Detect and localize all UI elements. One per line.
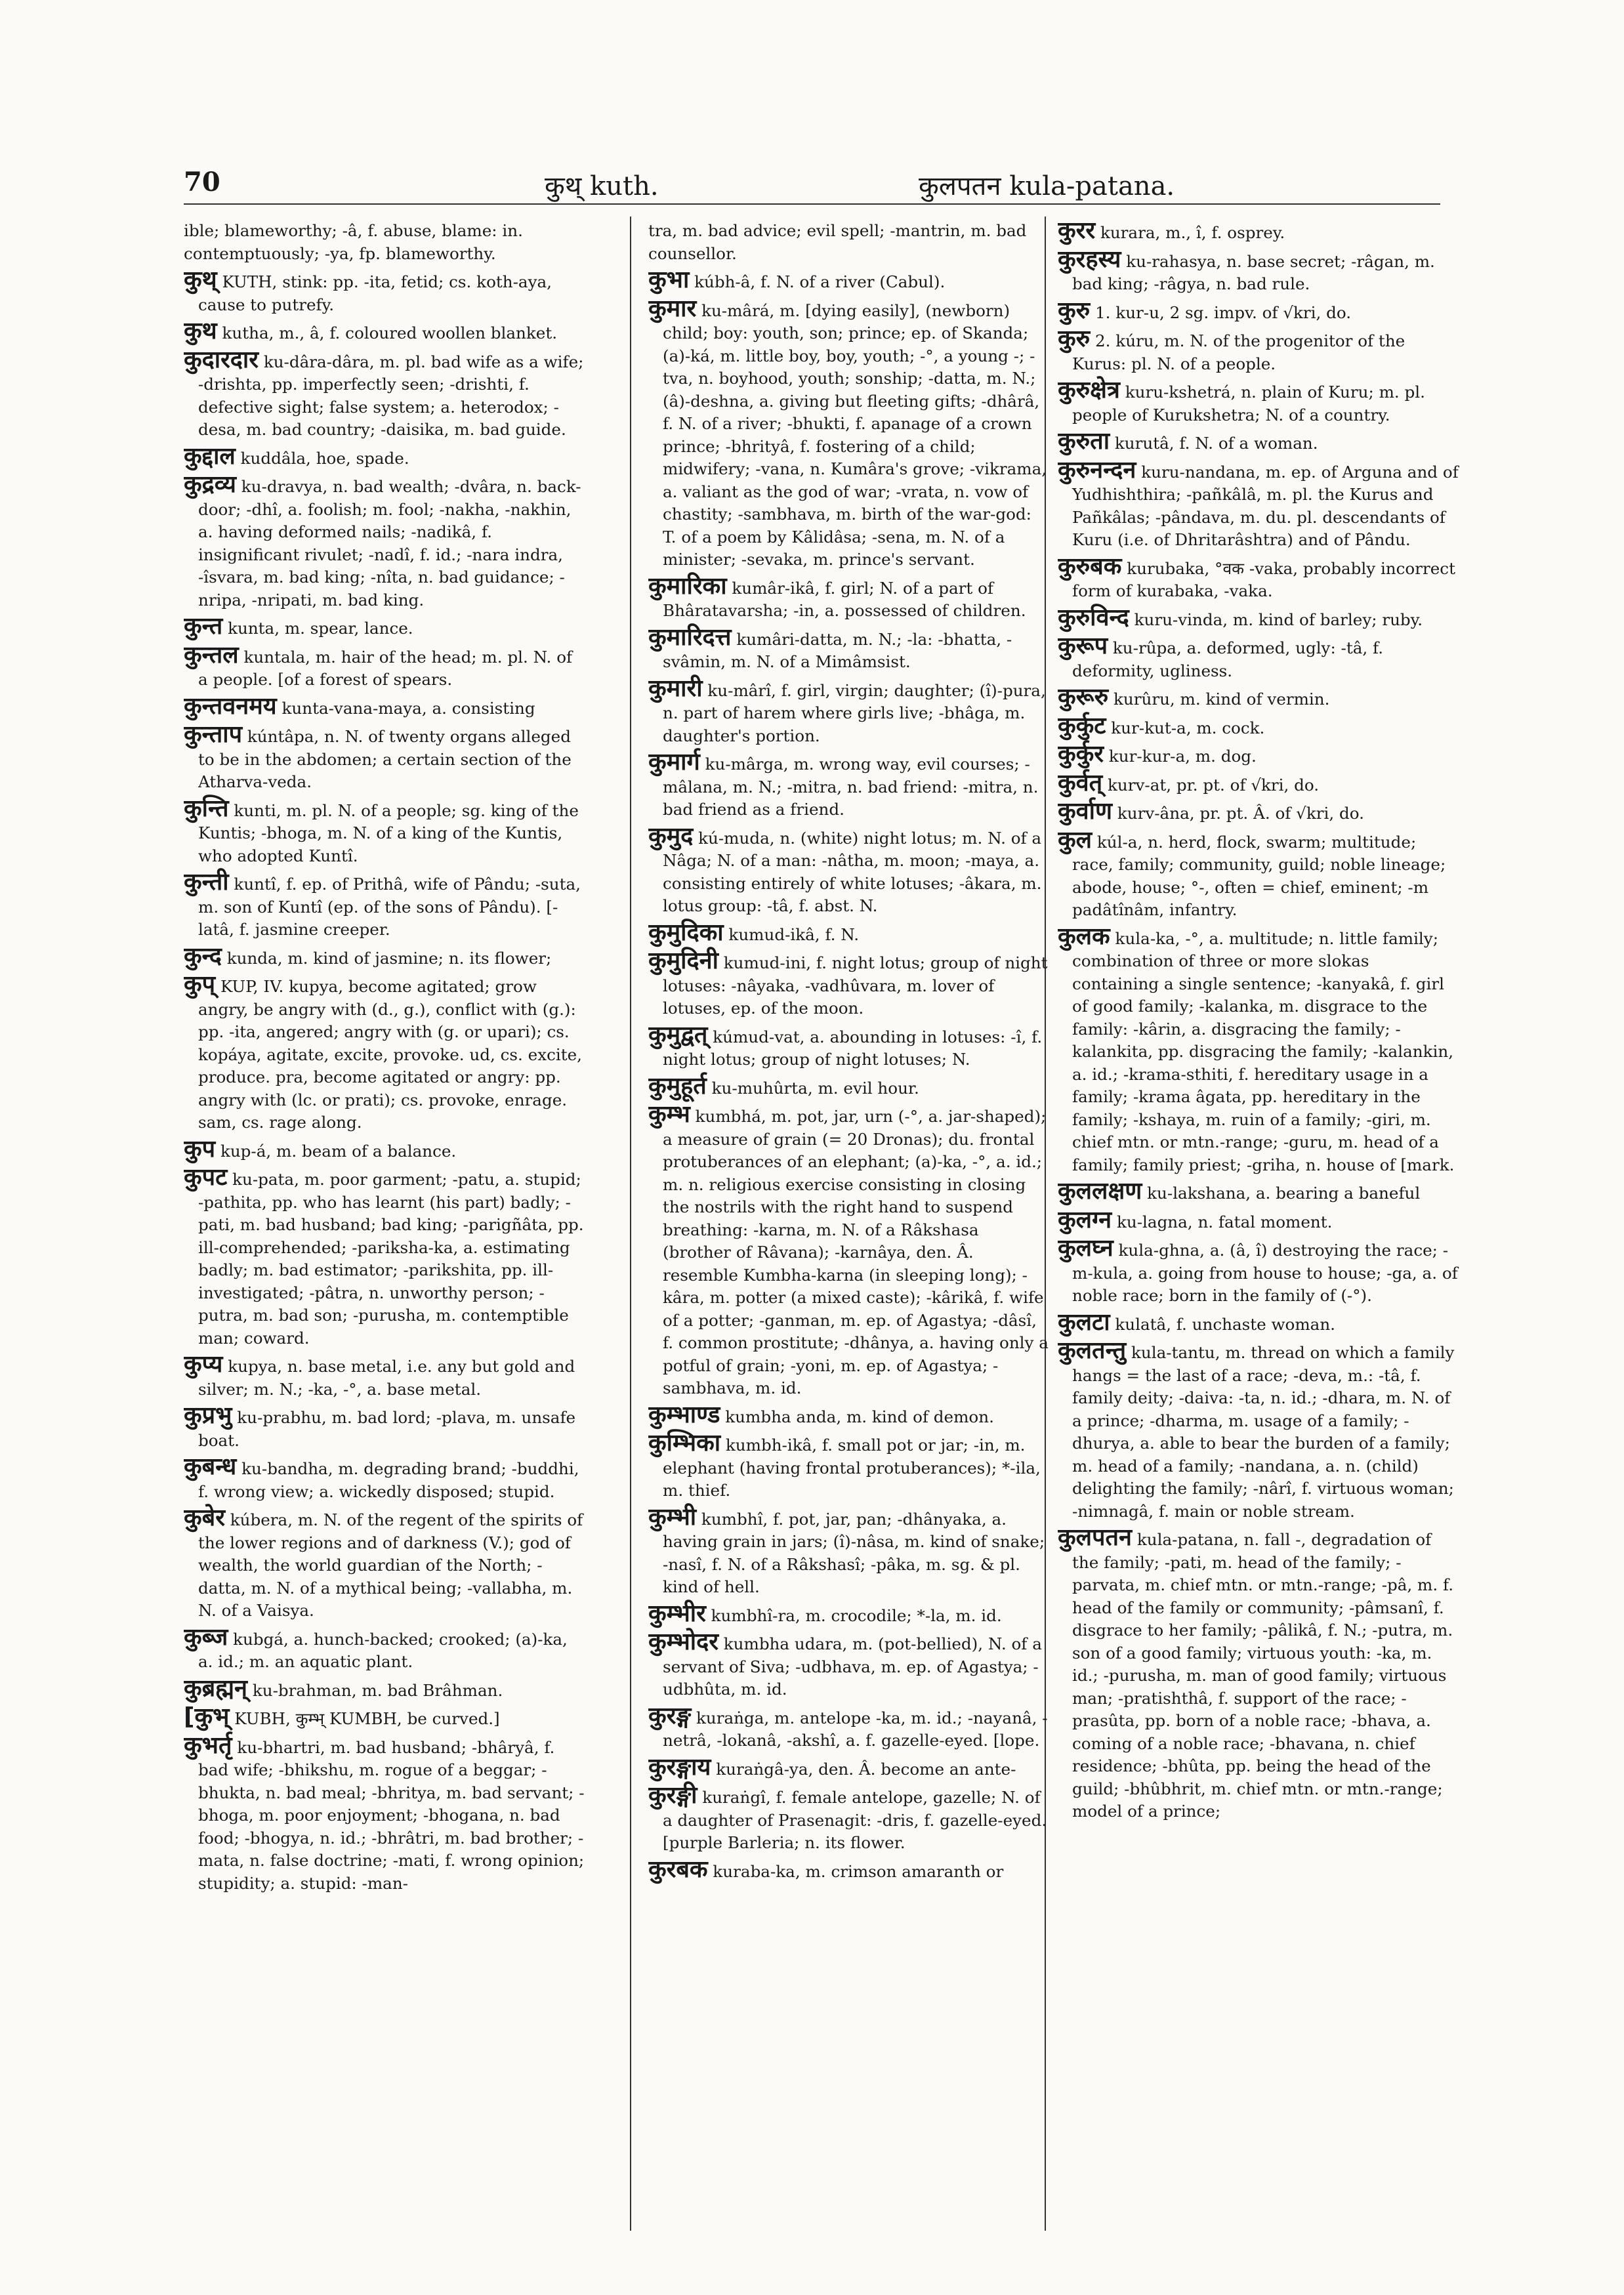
column-3 — [1058, 220, 1459, 2227]
devanagari-headword: कुन्त — [184, 613, 223, 640]
dictionary-entry — [648, 1702, 1050, 1752]
entry-definition: kuraba-ka, m. crimson amaranth or — [713, 1861, 1004, 1881]
dictionary-entry — [1058, 800, 1459, 825]
entry-definition: kumbhî-ra, m. crocodile; *-la, m. id. — [711, 1605, 1002, 1625]
devanagari-headword: कुरूरु — [1058, 684, 1109, 711]
entry-definition: kunta-vana-maya, a. consisting — [281, 698, 535, 718]
devanagari-headword: कुलघ्न — [1058, 1235, 1114, 1262]
entry-definition: kunta, m. spear, lance. — [228, 619, 413, 638]
devanagari-headword: कुम्भ — [648, 1101, 690, 1128]
devanagari-headword: कुन्ति — [184, 795, 229, 822]
dictionary-entry — [1058, 1524, 1459, 1823]
devanagari-headword: कुलटा — [1058, 1308, 1110, 1336]
devanagari-headword: कुमुद — [648, 822, 694, 850]
devanagari-headword: कुदारदार — [184, 346, 259, 373]
dictionary-entry — [1058, 1180, 1459, 1205]
devanagari-headword: कुप्य — [184, 1351, 223, 1378]
dictionary-entry — [184, 1674, 585, 1703]
devanagari-headword: कुथ — [184, 318, 217, 344]
dictionary-entry — [184, 1402, 585, 1452]
entry-definition: ku-prabhu, m. bad lord; -plava, m. unsafe boat. — [198, 1408, 576, 1450]
devanagari-headword: कुरु — [1058, 325, 1091, 352]
devanagari-headword: कुम्भाण्ड — [648, 1401, 720, 1428]
entry-definition: ku-mârá, m. [dying easily], (newborn) child; boy: youth, son; prince; ep. of Skanda; (a)-ká, m. little boy, boy, youth; -°, a young -; -tva, n. boyhood, youth; sonship; -datta, m. N.; (â)-deshna, a. giving but fleeting gifts; -dhârâ, f. N. of a river; -bhukti, f. apanage of a crown prince; -bhrityâ, f. fostering of a child; midwifery; -vana, n. Kumâra's grove; -vikrama, a. valiant as the god of war; -vrata, n. vow of chastity; -sambhava, m. birth of the war-god: T. of a poem by Kâlidâsa; -sena, m. N. of a minister; -sevaka, m. prince's servant. — [663, 300, 1047, 569]
devanagari-headword: कुन्ताप — [184, 721, 243, 748]
continued-entry-text: ible; blameworthy; -â, f. abuse, blame: in. contemptuously; -ya, fp. blameworthy. — [184, 221, 523, 263]
devanagari-headword: कुर्कुर — [1058, 741, 1104, 768]
dictionary-entry — [1058, 712, 1459, 740]
dictionary-entry — [1058, 245, 1459, 296]
devanagari-headword: कुमुहूर्त — [648, 1072, 707, 1100]
entry-definition: kuraṅga, m. antelope -ka, m. id.; -nayanâ, -netrâ, -lokanâ, -akshî, a. f. gazelle-eyed. [lope. — [663, 1708, 1048, 1750]
entry-definition: 2. kúru, m. N. of the progenitor of the Kurus: pl. N. of a people. — [1072, 331, 1405, 373]
dictionary-entry — [184, 1731, 585, 1895]
dictionary-entry — [184, 1351, 585, 1401]
entry-definition: kup-á, m. beam of a balance. — [220, 1141, 457, 1161]
devanagari-headword: कुरूप — [1058, 632, 1108, 659]
entry-definition: ku-mârî, f. girl, virgin; daughter; (î)-pura, n. part of harem where girls live; -bhâga, m. daughter's portion. — [663, 680, 1046, 745]
devanagari-headword: कुर्कुट — [1058, 712, 1106, 739]
entry-definition: ku-bhartri, m. bad husband; -bhâryâ, f. bad wife; -bhikshu, m. rogue of a beggar; -bhukta, n. bad meal; -bhritya, m. bad servant; -bhoga, m. poor enjoyment; -bhogana, n. bad food; -bhogya, n. id.; -bhrâtri, m. bad brother; -mata, n. false doctrine; -mati, f. wrong opinion; stupidity; a. stupid: -man- — [198, 1737, 585, 1893]
entry-definition: ku-dâra-dâra, m. pl. bad wife as a wife; -drishta, pp. imperfectly seen; -drishti, f. defective sight; false system; a. heterodox; -desa, m. bad country; -daisika, m. bad guide. — [198, 352, 584, 439]
devanagari-headword: कुद्दाल — [184, 442, 236, 470]
column-2 — [648, 220, 1050, 2227]
dictionary-entry — [648, 1503, 1050, 1599]
devanagari-headword: कुप — [184, 1135, 216, 1163]
devanagari-headword: कुबन्ध — [184, 1453, 237, 1480]
entry-definition: kula-tantu, m. thread on which a family hangs = the last of a race; -deva, m.: -tâ, f. family deity; -daiva: -ta, n. id.; -dhara, m. N. of a prince; -dharma, m. usage of a family; -dhurya, a. able to bear the burden of a family; m. head of a family; -nandana, a. n. (child) delighting the family; -nârî, f. virtuous woman; -nimnagâ, f. main or noble stream. — [1072, 1343, 1455, 1521]
entry-definition: kurubaka, °वक -vaka, probably incorrect form of kurabaka, -vaka. — [1072, 558, 1455, 600]
entry-definition: kumud-ini, f. night lotus; group of night lotuses: -nâyaka, -vadhûvara, m. lover of lotuses, ep. of the moon. — [663, 953, 1048, 1018]
devanagari-headword: कुन्ती — [184, 869, 229, 896]
dictionary-entry — [1058, 1337, 1459, 1523]
entry-definition: kuru-nandana, m. ep. of Arguna and of Yudhishthira; -pañkâlâ, m. pl. the Kurus and Pañkâlas; -pândava, m. du. pl. descendants of Kuru (i.e. of Dhritarâshtra) and of Pându. — [1072, 462, 1459, 549]
devanagari-headword: कुद्रव्य — [184, 471, 236, 498]
devanagari-headword: कुलपतन — [1058, 1524, 1133, 1551]
dictionary-entry — [184, 442, 585, 470]
devanagari-headword: कुरुता — [1058, 428, 1110, 455]
dictionary-entry — [184, 1703, 585, 1731]
entry-definition: KUBH, कुम्भ् KUMBH, be curved.] — [234, 1709, 500, 1728]
devanagari-headword: कुमुद्वत् — [648, 1021, 708, 1048]
column-rule — [630, 217, 631, 2231]
devanagari-headword: कुन्तल — [184, 641, 239, 669]
entry-definition: kulatâ, f. unchaste woman. — [1115, 1314, 1336, 1334]
dictionary-entry — [184, 1623, 585, 1674]
devanagari-headword: कुपट — [184, 1164, 228, 1191]
dictionary-entry — [648, 1753, 1050, 1781]
entry-definition: kurûru, m. kind of vermin. — [1113, 690, 1330, 709]
entry-definition: kuraṅgâ-ya, den. Â. become an ante- — [716, 1759, 1016, 1779]
dictionary-entry — [184, 346, 585, 442]
dictionary-entry — [648, 623, 1050, 674]
entry-definition: ku-dravya, n. bad wealth; -dvâra, n. back-door; -dhî, a. foolish; m. fool; -nakha, -nakhin, a. having deformed nails; -nadikâ, f. insignificant rivulet; -nadî, f. id.; -nara indra, -îsvara, m. bad king; -nîta, n. bad guidance; -nripa, -nripati, m. bad king. — [198, 477, 581, 610]
dictionary-entry — [648, 1401, 1050, 1429]
devanagari-headword: कुम्भी — [648, 1503, 697, 1531]
entry-definition: ku-rûpa, a. deformed, ugly: -tâ, f. deformity, ugliness. — [1072, 638, 1384, 680]
entry-definition: kur-kur-a, m. dog. — [1108, 747, 1257, 766]
dictionary-entry — [184, 1135, 585, 1163]
dictionary-entry — [1058, 379, 1459, 426]
entry-definition: kula-patana, n. fall -, degradation of the family; -pati, m. head of the family; -parvata, m. chief mtn. or mtn.-range; -pâ, m. f. head of the family or community; -pâmsanî, f. disgrace to her family; -pâlikâ, f. N.; -putra, m. son of a good family; virtuous youth: -ka, m. id.; -purusha, m. man of good family; virtuous man; -pratishthâ, f. support of the race; -prasûta, pp. born of a noble race; -bhava, a. coming of a noble race; -bhavana, n. chief residence; -bhûta, pp. being the head of the guild; -bhûbhrit, m. chief mtn. or mtn.-range; model of a prince; — [1072, 1530, 1454, 1821]
dictionary-entry — [648, 1101, 1050, 1400]
entry-definition: kurv-âna, pr. pt. Â. of √kri, do. — [1117, 804, 1364, 823]
devanagari-headword: कुलग्न — [1058, 1206, 1112, 1233]
entry-definition: kurara, m., î, f. osprey. — [1100, 223, 1285, 242]
entry-definition: ku-brahman, m. bad Brâhman. — [252, 1680, 503, 1700]
entry-definition: kur-kut-a, m. cock. — [1111, 718, 1265, 737]
entry-definition: kula-ka, -°, a. multitude; n. little family; combination of three or more slokas containing a single sentence; -kanyakâ, f. girl of good family; -kalanka, m. disgrace to the family: -kârin, a. disgracing the family; -kalankita, pp. disgracing the family; -kalankin, a. id.; -krama-sthiti, f. hereditary usage in a family; -krama âgata, pp. hereditary in the family; -kshaya, m. ruin of a family; -giri, m. chief mtn. or mtn.-range; -guru, m. head of a family; family priest; -griha, n. house of [mark. — [1072, 928, 1455, 1174]
entry-definition: kumbha anda, m. kind of demon. — [725, 1407, 994, 1426]
entry-definition: kúl-a, n. herd, flock, swarm; multitude; race, family; community, guild; noble lineage; abode, house; °-, often = chief, eminent; -m padâtînâm, infantry. — [1072, 832, 1446, 919]
entry-definition: kú-muda, n. (white) night lotus; m. N. of a Nâga; N. of a man: -nâtha, m. moon; -maya, a. consisting entirely of white lotuses; -âkara, m. lotus group: -tâ, f. abst. N. — [663, 828, 1042, 915]
devanagari-headword: कुरहस्य — [1058, 245, 1121, 273]
devanagari-headword: कुरङ्ग — [648, 1702, 692, 1729]
entry-definition: kumâri-datta, m. N.; -la: -bhatta, -svâmin, m. N. of a Mimâmsist. — [663, 629, 1012, 671]
devanagari-headword: कुथ् — [184, 266, 217, 293]
dictionary-entry — [184, 692, 585, 720]
dictionary-entry — [648, 1628, 1050, 1701]
devanagari-headword: कुरुक्षेत्र — [1058, 377, 1120, 403]
dictionary-entry — [1058, 604, 1459, 632]
dictionary-entry — [1058, 1237, 1459, 1308]
dictionary-entry — [184, 1453, 585, 1503]
dictionary-entry — [648, 1782, 1050, 1855]
devanagari-headword: कुमारिदत्त — [648, 623, 732, 651]
dictionary-entry — [648, 1021, 1050, 1071]
entry-definition: kuddâla, hoe, spade. — [240, 448, 409, 468]
devanagari-headword: कुमारिका — [648, 572, 727, 600]
dictionary-entry — [648, 822, 1050, 918]
devanagari-headword: कुन्तवनमय — [184, 692, 277, 720]
dictionary-entry — [648, 295, 1050, 571]
entry-definition: kurv-at, pr. pt. of √kri, do. — [1108, 775, 1320, 795]
entry-definition: kumbhî, f. pot, jar, pan; -dhânyaka, a. having grain in jars; (î)-nâsa, m. kind of snake; -nasî, f. N. of a Râkshasî; -pâka, m. sg. & pl. kind of hell. — [663, 1509, 1045, 1596]
devanagari-headword: कुभा — [648, 266, 690, 293]
entry-definition: KUP, IV. kupya, become agitated; grow angry, be angry with (d., g.), conflict with (g.): pp. -ita, angered; angry with (g. or upari); cs. kopáya, agitate, excite, provoke. ud, cs. excite, produce. pra, become agitated or angry: pp. angry with (lc. or prati); cs. provoke, enrage. sam, cs. rage along. — [198, 977, 583, 1132]
dictionary-entry — [1058, 297, 1459, 325]
entry-definition: kúbera, m. N. of the regent of the spirits of the lower regions and of darkness (V.); god of wealth, the world guardian of the North; -datta, m. N. of a mythical being; -vallabha, m. N. of a Vaisya. — [198, 1510, 583, 1620]
devanagari-headword: कुम्भोदर — [648, 1628, 718, 1655]
devanagari-headword: कुम्भीर — [648, 1600, 706, 1627]
dictionary-entry — [1058, 1308, 1459, 1336]
dictionary-entry — [184, 721, 585, 794]
dictionary-entry — [1058, 325, 1459, 375]
devanagari-headword: कुबेर — [184, 1504, 225, 1531]
dictionary-entry — [184, 795, 585, 868]
devanagari-headword: कुरर — [1058, 220, 1096, 244]
entry-definition: 1. kur-u, 2 sg. impv. of √kri, do. — [1095, 302, 1352, 322]
dictionary-entry — [648, 1855, 1050, 1884]
dictionary-entry — [648, 266, 1050, 294]
devanagari-headword: कुरङ्गाय — [648, 1753, 711, 1781]
entry-definition: kubgá, a. hunch-backed; crooked; (a)-ka, a. id.; m. an aquatic plant. — [198, 1629, 568, 1671]
dictionary-entry — [648, 1432, 1050, 1502]
devanagari-headword: कुम्भिका — [648, 1430, 721, 1457]
entry-definition: kuru-kshetrá, n. plain of Kuru; m. pl. people of Kurukshetra; N. of a country. — [1072, 382, 1425, 424]
running-header — [184, 164, 1440, 205]
devanagari-headword: कुलतन्तु — [1058, 1337, 1127, 1364]
right-running-headword: कुलपतन kula-patana. — [919, 171, 1175, 201]
page-number: 70 — [184, 167, 220, 197]
column-1 — [184, 220, 585, 2227]
dictionary-entry — [648, 919, 1050, 947]
entry-definition: kúmud-vat, a. abounding in lotuses: -î, f. night lotus; group of night lotuses; N. — [663, 1027, 1043, 1069]
entry-definition: ku-muhûrta, m. evil hour. — [711, 1078, 919, 1098]
devanagari-headword: कुल — [1058, 826, 1093, 854]
entry-definition: kumâr-ikâ, f. girl; N. of a part of Bhâratavarsha; -in, a. possessed of children. — [663, 578, 1026, 620]
entry-definition: kuraṅgî, f. female antelope, gazelle; N. of a daughter of Prasenagit: -dris, f. gazelle-eyed. [purple Barleria; n. its flower. — [663, 1788, 1047, 1852]
entry-definition: kurutâ, f. N. of a woman. — [1114, 434, 1318, 453]
entry-definition: kumbhá, m. pot, jar, urn (-°, a. jar-shaped); a measure of grain (= 20 Dronas); du. frontal protuberances of an elephant; (a)-ka, -°, a. id.; m. n. religious exercise consisting in closing the nostrils with the right hand to suspend breathing: -karna, m. N. of a Râkshasa (brother of Râvana); -karnâya, den. Â. resemble Kumbha-karna (in sleeping long); -kâra, m. potter (a mixed caste); -kârikâ, f. wife of a potter; -ganman, m. ep. of Agastya; -dâsî, f. common prostitute; -dhânya, a. having only a potful of grain; -yoni, m. ep. of Agastya; -sambhava, m. id. — [663, 1107, 1049, 1397]
devanagari-headword: कुमार — [648, 295, 697, 322]
devanagari-headword: कुरुबक — [1058, 552, 1122, 580]
continued-entry-text: tra, m. bad advice; evil spell; -mantrin, m. bad counsellor. — [648, 221, 1027, 263]
dictionary-entry — [648, 674, 1050, 748]
entry-definition: ku-bandha, m. degrading brand; -buddhi, f. wrong view; a. wickedly disposed; stupid. — [198, 1459, 579, 1501]
devanagari-headword: कुर्वाण — [1058, 798, 1113, 825]
dictionary-entry — [1058, 430, 1459, 455]
devanagari-headword: कुप् — [184, 971, 216, 998]
devanagari-headword: कुरुनन्दन — [1058, 456, 1136, 484]
entry-definition: kúntâpa, n. N. of twenty organs alleged to be in the abdomen; a certain section of the Atharva-veda. — [198, 727, 572, 791]
dictionary-entry — [1058, 686, 1459, 711]
dictionary-entry — [1058, 743, 1459, 768]
entry-definition: kuntala, m. hair of the head; m. pl. N. of a people. [of a forest of spears. — [198, 647, 573, 689]
dictionary-entry — [184, 266, 585, 316]
dictionary-entry — [1058, 826, 1459, 922]
dictionary-entry — [1058, 552, 1459, 603]
devanagari-headword: कुभर्तृ — [184, 1731, 232, 1759]
devanagari-headword: [कुभ् — [184, 1703, 230, 1730]
devanagari-headword: कुब्रह्मन् — [184, 1674, 248, 1702]
entry-definition: kuntî, f. ep. of Prithâ, wife of Pându; -suta, m. son of Kuntî (ep. of the sons of Pându). [-latâ, f. jasmine creeper. — [198, 875, 581, 939]
entry-definition: kunda, m. kind of jasmine; n. its flower; — [226, 948, 552, 968]
devanagari-headword: कुर्वत् — [1058, 769, 1103, 796]
dictionary-entry — [184, 971, 585, 1134]
dictionary-entry — [184, 615, 585, 640]
dictionary-entry — [648, 947, 1050, 1020]
entry-definition: kumud-ikâ, f. N. — [728, 924, 860, 944]
left-running-headword: कुथ् kuth. — [545, 171, 659, 201]
dictionary-entry — [184, 871, 585, 941]
devanagari-headword: कुमारी — [648, 674, 703, 702]
dictionary-entry — [648, 751, 1050, 821]
devanagari-headword: कुन्द — [184, 942, 222, 970]
entry-definition: KUTH, stink: pp. -ita, fetid; cs. koth-aya, cause to putrefy. — [198, 272, 552, 314]
dictionary-entry — [648, 1072, 1050, 1100]
dictionary-entry — [184, 942, 585, 970]
dictionary-entry — [1058, 769, 1459, 797]
devanagari-headword: कुमुदिका — [648, 919, 724, 946]
devanagari-headword: कुरु — [1058, 297, 1091, 324]
devanagari-headword: कुप्रभु — [184, 1402, 232, 1429]
dictionary-entry — [1058, 922, 1459, 1177]
dictionary-entry — [1058, 632, 1459, 682]
entry-definition: kuru-vinda, m. kind of barley; ruby. — [1134, 610, 1423, 629]
devanagari-headword: कुरङ्गी — [648, 1782, 697, 1809]
dictionary-entry — [648, 572, 1050, 623]
devanagari-headword: कुरुविन्द — [1058, 604, 1129, 631]
dictionary-entry — [1058, 220, 1459, 245]
devanagari-headword: कुमुदिनी — [648, 947, 718, 974]
entry-definition: ku-pata, m. poor garment; -patu, a. stupid; -pathita, pp. who has learnt (his part) badly; -pati, m. bad husband; bad king; -parigñâta, pp. ill-comprehended; -pariksha-ka, a. estimating badly; m. bad estimator; -parikshita, pp. ill-investigated; -pâtra, n. unworthy person; -putra, m. bad son; -purusha, m. contemptible man; coward. — [198, 1170, 584, 1348]
dictionary-entry — [184, 471, 585, 611]
devanagari-headword: कुलक — [1058, 922, 1110, 950]
entry-definition: kutha, m., â, f. coloured woollen blanket. — [222, 323, 558, 342]
entry-definition: kunti, m. pl. N. of a people; sg. king of the Kuntis; -bhoga, m. N. of a king of the Kuntis, who adopted Kuntî. — [198, 800, 579, 865]
dictionary-entry — [184, 1164, 585, 1350]
dictionary-entry — [184, 1504, 585, 1623]
entry-definition: kumbh-ikâ, f. small pot or jar; -in, m. elephant (having frontal protuberances); *-ila, m. thief. — [663, 1436, 1041, 1500]
dictionary-entry — [648, 1600, 1050, 1628]
dictionary-entry — [1058, 1206, 1459, 1234]
entry-definition: kúbh-â, f. N. of a river (Cabul). — [694, 272, 946, 291]
devanagari-headword: कुललक्षण — [1058, 1178, 1142, 1205]
dictionary-entry — [1058, 456, 1459, 552]
entry-definition: kumbha udara, m. (pot-bellied), N. of a servant of Siva; -udbhava, m. ep. of Agastya; -udbhûta, m. id. — [663, 1634, 1042, 1699]
entry-definition: ku-mârga, m. wrong way, evil courses; -mâlana, m. N.; -mitra, n. bad friend: -mitra, n. bad friend as a friend. — [663, 755, 1039, 819]
devanagari-headword: कुरबक — [648, 1855, 708, 1883]
dictionary-entry — [184, 320, 585, 345]
entry-definition: kula-ghna, a. (â, î) destroying the race; -m-kula, a. going from house to house; -ga, a. of noble race; born in the family of (-°). — [1072, 1241, 1458, 1305]
entry-definition: ku-lakshana, a. bearing a baneful — [1147, 1184, 1421, 1203]
entry-definition: kupya, n. base metal, i.e. any but gold and silver; m. N.; -ka, -°, a. base metal. — [198, 1357, 575, 1399]
dictionary-entry — [184, 641, 585, 692]
devanagari-headword: कुब्ज — [184, 1623, 228, 1651]
entry-definition: ku-rahasya, n. base secret; -râgan, m. bad king; -râgya, n. bad rule. — [1072, 251, 1435, 293]
entry-definition: ku-lagna, n. fatal moment. — [1116, 1212, 1333, 1231]
devanagari-headword: कुमार्ग — [648, 749, 700, 775]
